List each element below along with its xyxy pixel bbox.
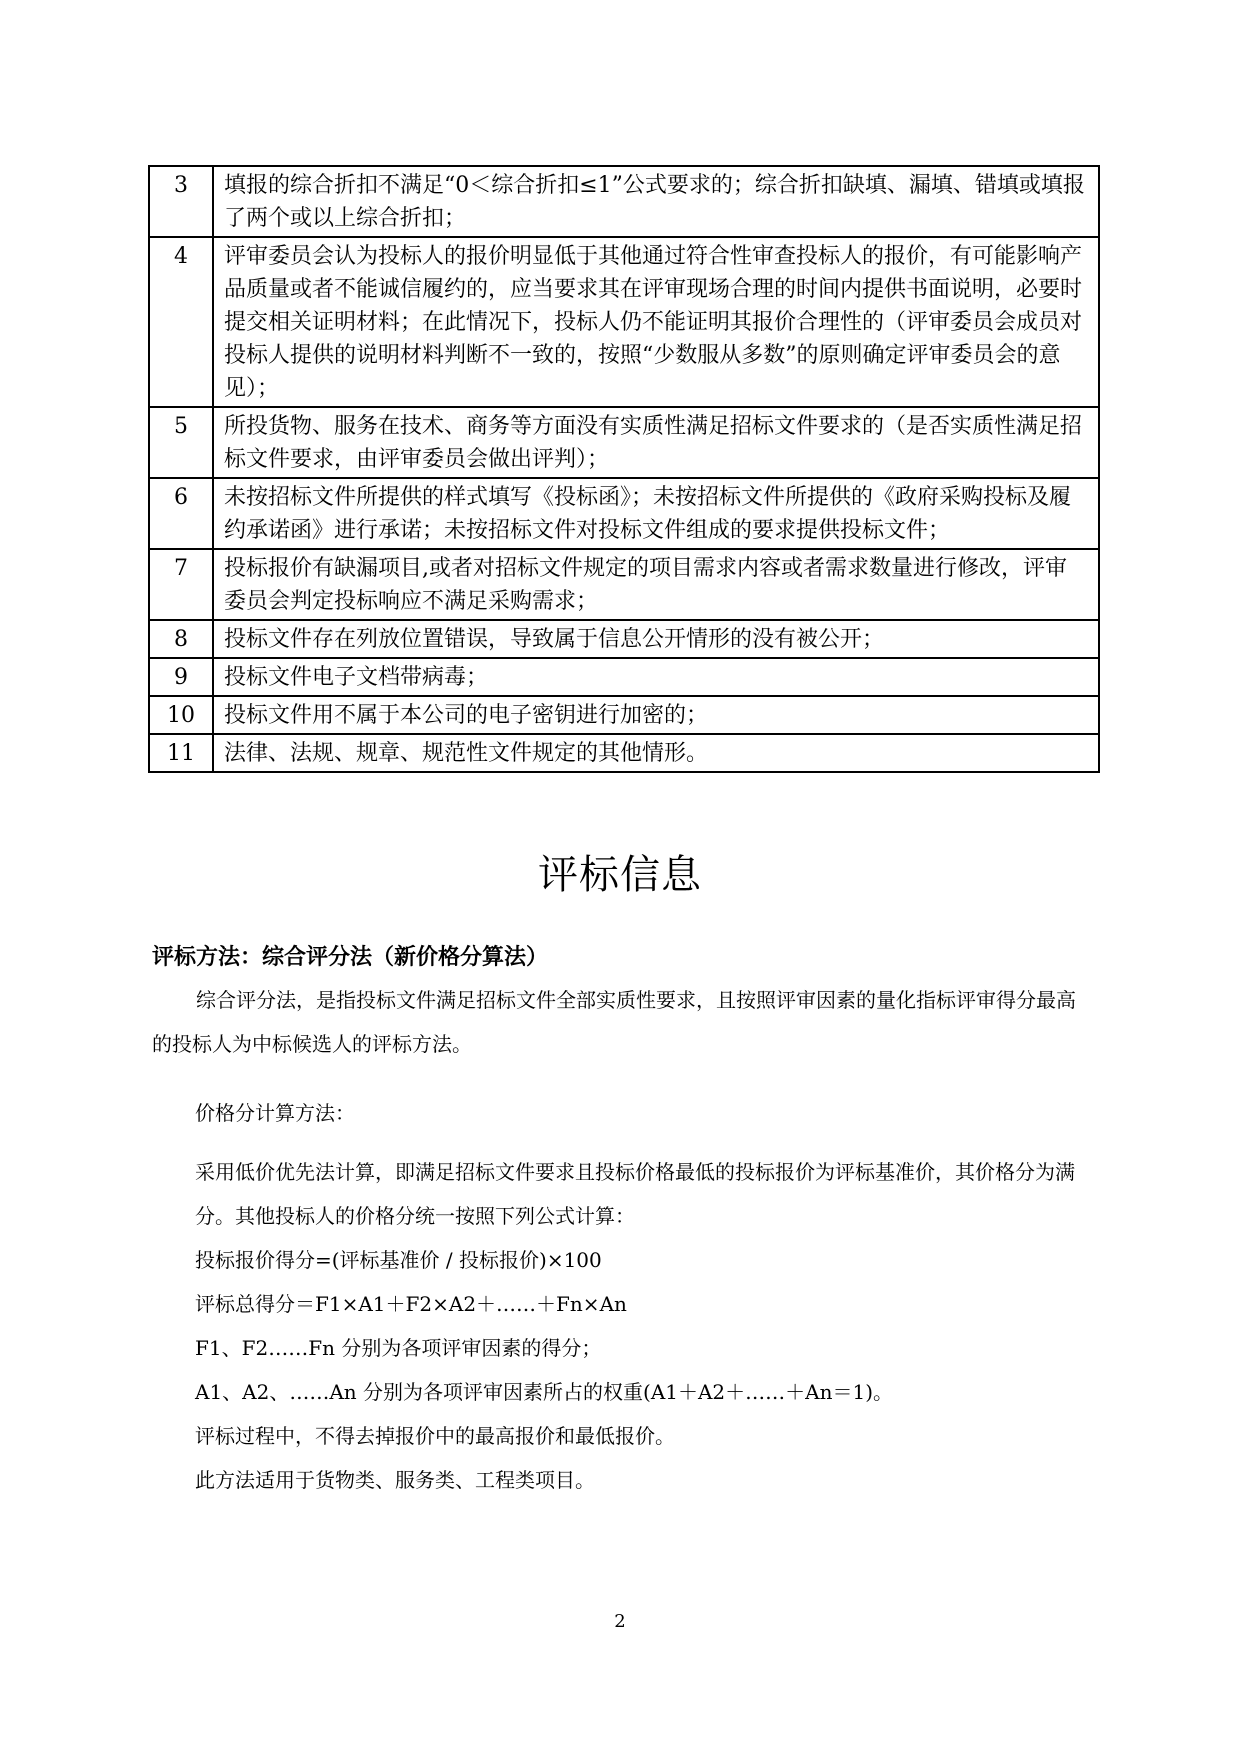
applicability-note: 此方法适用于货物类、服务类、工程类项目。 — [195, 1468, 595, 1492]
row-number: 9 — [149, 658, 213, 696]
row-number: 11 — [149, 734, 213, 772]
price-method-label: 价格分计算方法： — [195, 1101, 355, 1125]
table-row — [149, 549, 1099, 620]
price-method-body — [195, 1150, 1085, 1502]
factor-weights-note: A1、A2、……An 分别为各项评审因素所占的权重(A1＋A2＋……＋An＝1)。 — [195, 1380, 894, 1404]
total-score-formula: 评标总得分＝F1×A1＋F2×A2＋……＋Fn×An — [195, 1292, 627, 1316]
row-number: 4 — [149, 237, 213, 407]
row-number: 6 — [149, 478, 213, 549]
table-row — [149, 734, 1099, 772]
disqualification-table — [148, 165, 1100, 773]
section-title: 评标信息 — [538, 852, 702, 898]
table-row — [149, 407, 1099, 478]
method-intro-paragraph: 综合评分法，是指投标文件满足招标文件全部实质性要求，且按照评审因素的量化指标评审得分最高的投标人为中标候选人的评标方法。 — [152, 988, 1076, 1056]
row-text: 投标文件存在列放位置错误，导致属于信息公开情形的没有被公开； — [213, 620, 1099, 658]
row-text: 投标文件电子文档带病毒； — [213, 658, 1099, 696]
row-text: 所投货物、服务在技术、商务等方面没有实质性满足招标文件要求的（是否实质性满足招标文件要求，由评审委员会做出评判）； — [213, 407, 1099, 478]
table-row — [149, 620, 1099, 658]
row-number: 5 — [149, 407, 213, 478]
table-row — [149, 166, 1099, 237]
table-row — [149, 658, 1099, 696]
extreme-bids-note: 评标过程中，不得去掉报价中的最高报价和最低报价。 — [195, 1424, 675, 1448]
row-text: 未按招标文件所提供的样式填写《投标函》；未按招标文件所提供的《政府采购投标及履约承诺函》进行承诺；未按招标文件对投标文件组成的要求提供投标文件； — [213, 478, 1099, 549]
row-number: 7 — [149, 549, 213, 620]
evaluation-method-title: 评标方法：综合评分法（新价格分算法） — [152, 945, 549, 970]
row-number: 3 — [149, 166, 213, 237]
row-text: 投标文件用不属于本公司的电子密钥进行加密的； — [213, 696, 1099, 734]
row-text: 填报的综合折扣不满足“0＜综合折扣≤1”公式要求的；综合折扣缺填、漏填、错填或填报了两个或以上综合折扣； — [213, 166, 1099, 237]
row-number: 8 — [149, 620, 213, 658]
row-text: 法律、法规、规章、规范性文件规定的其他情形。 — [213, 734, 1099, 772]
table-row — [149, 696, 1099, 734]
factor-scores-note: F1、F2……Fn 分别为各项评审因素的得分； — [195, 1336, 602, 1360]
price-rule-paragraph: 采用低价优先法计算，即满足招标文件要求且投标价格最低的投标报价为评标基准价，其价格分为满分。其他投标人的价格分统一按照下列公式计算： — [195, 1160, 1075, 1228]
row-text: 投标报价有缺漏项目,或者对招标文件规定的项目需求内容或者需求数量进行修改，评审委员会判定投标响应不满足采购需求； — [213, 549, 1099, 620]
page-number: 2 — [614, 1611, 626, 1632]
price-formula: 投标报价得分=(评标基准价 / 投标报价)×100 — [195, 1248, 602, 1272]
table-row — [149, 478, 1099, 549]
row-text: 评审委员会认为投标人的报价明显低于其他通过符合性审查投标人的报价，有可能影响产品质量或者不能诚信履约的，应当要求其在评审现场合理的时间内提供书面说明，必要时提交相关证明材料；在此情况下，投标人仍不能证明其报价合理性的（评审委员会成员对投标人提供的说明材料判断不一致的，按照“少数服从多数”的原则确定评审委员会的意见）； — [213, 237, 1099, 407]
row-number: 10 — [149, 696, 213, 734]
table-row — [149, 237, 1099, 407]
